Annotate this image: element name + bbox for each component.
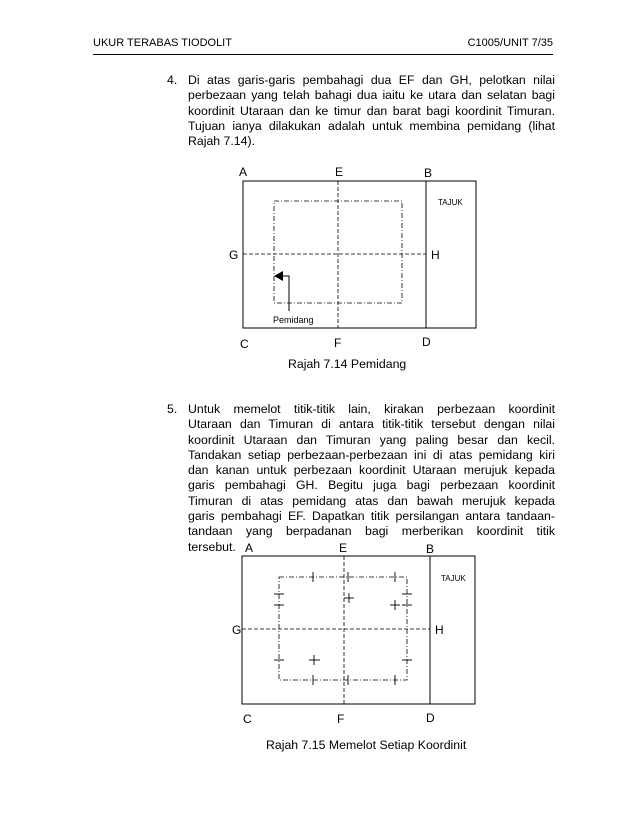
label-h: H: [435, 623, 444, 637]
text-line: Tujuan ianya dilakukan adalah untuk membina pemidang (lihat: [188, 118, 555, 133]
text-line: Rajah 7.14).: [188, 134, 255, 149]
label-a: A: [239, 165, 248, 179]
text-line: Untuk memelot titik-titik lain, kirakan perbezaan koordinit: [188, 402, 555, 416]
label-e: E: [335, 165, 344, 179]
text-line: tersebut.: [188, 539, 236, 554]
text-line: dan kanan untuk perbezaan koordinit Utaraan merujuk kepada: [188, 463, 555, 478]
text-line: garis pembahagi EF. Dapatkan titik persilangan antara tandaan-: [188, 509, 555, 524]
label-a: A: [245, 541, 254, 555]
label-e: E: [339, 541, 348, 555]
label-b: B: [426, 542, 435, 556]
text-line: Timuran di atas pemidang atas dan bawah merujuk kepada: [188, 493, 555, 508]
text-line: Tandakan setiap perbezaan-perbezaan ini di atas pemidang kiri: [188, 447, 555, 462]
tajuk-label: TAJUK: [441, 574, 466, 583]
text-line: Di atas garis-garis pembahagi dua EF dan GH, pelotkan nilai: [188, 73, 555, 87]
label-d: D: [426, 711, 435, 725]
label-f: F: [337, 712, 345, 726]
header-title: UKUR TERABAS TIODOLIT: [93, 37, 232, 49]
coordinate-marks: [274, 572, 412, 685]
figure-caption: Rajah 7.14 Pemidang: [288, 357, 407, 371]
pemidang-label: Pemidang: [273, 315, 314, 325]
label-c: C: [240, 337, 249, 351]
label-c: C: [243, 712, 252, 726]
text-line: tandaan yang berpadanan bagi merberikan koordinit titik: [188, 524, 555, 539]
figure-caption: Rajah 7.15 Memelot Setiap Koordinit: [266, 738, 467, 752]
header-unit-code: C1005/UNIT 7/35: [467, 37, 553, 49]
text-line: koordinit Utaraan dan Timuran yang paling besar dan kecil.: [188, 432, 555, 447]
label-b: B: [424, 166, 433, 180]
label-f: F: [334, 336, 342, 350]
item-number: 5.: [167, 402, 178, 416]
text-line: garis pembahagi GH. Begitu juga bagi perbezaan koordinit: [188, 478, 555, 493]
pemidang-frame: [279, 577, 407, 680]
label-g: G: [232, 623, 242, 637]
text-line: Utaraan dan Timuran di antara titik-titik tersebut dengan nilai: [188, 417, 555, 432]
item-number: 4.: [167, 73, 178, 87]
label-d: D: [422, 335, 431, 349]
text-line: koordinit Utaraan dan ke timur dan barat bagi koordinit Timuran.: [188, 103, 555, 118]
text-line: perbezaan yang telah bahagi dua iaitu ke utara dan selatan bagi: [188, 88, 555, 103]
tajuk-label: TAJUK: [438, 198, 463, 207]
label-g: G: [229, 248, 239, 262]
label-h: H: [431, 248, 440, 262]
